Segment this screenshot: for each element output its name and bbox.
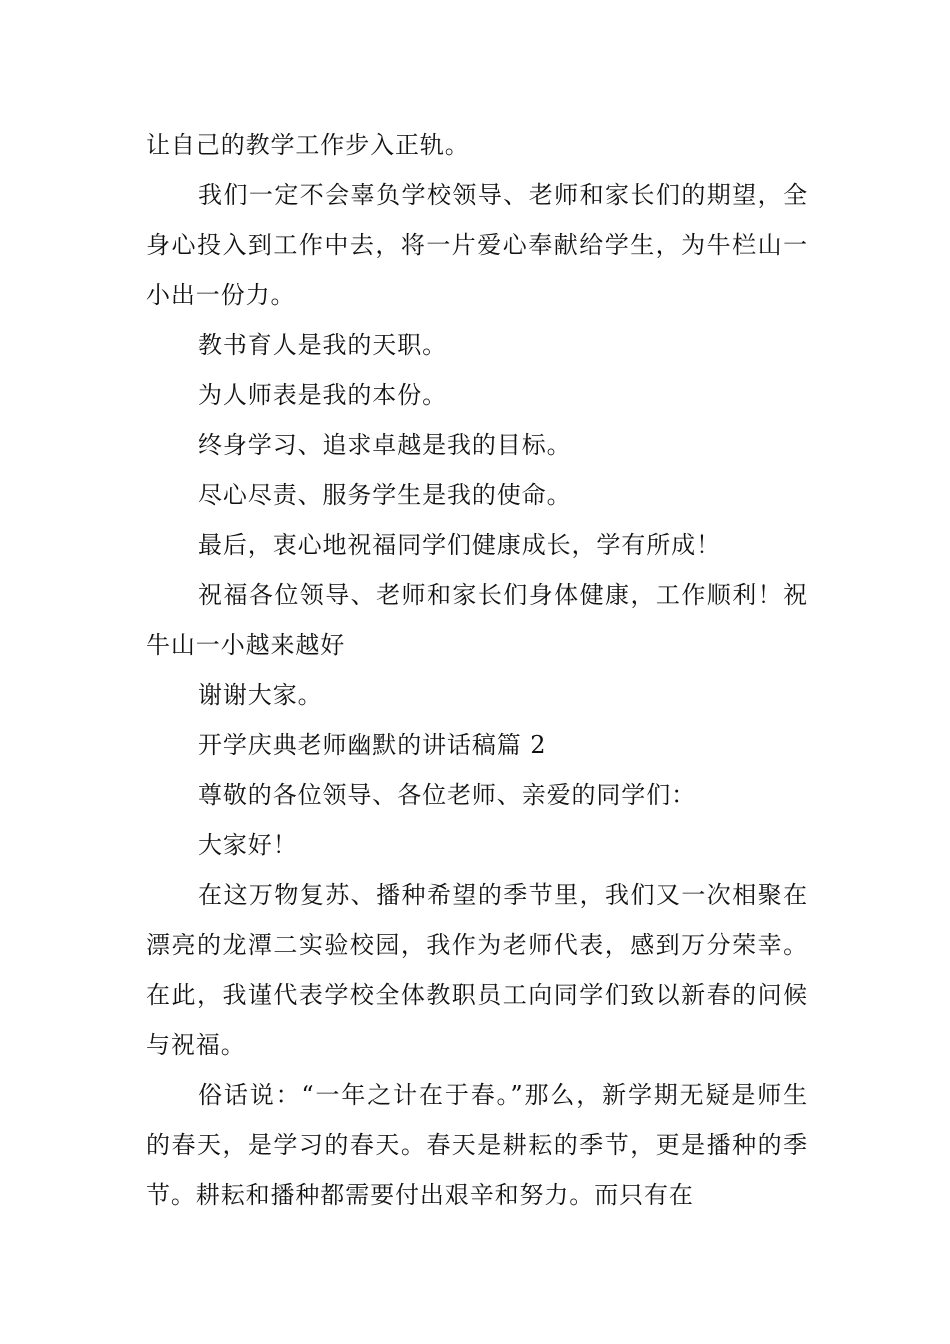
paragraph-3: 教书育人是我的天职。 [198,331,447,359]
paragraph-7: 最后，衷心地祝福同学们健康成长，学有所成！ [198,531,721,559]
paragraph-1: 让自己的教学工作步入正轨。 [146,131,470,159]
greeting: 大家好！ [198,831,298,859]
paragraph-9: 谢谢大家。 [198,681,323,709]
section-heading: 开学庆典老师幽默的讲话稿篇 2 [198,731,547,759]
paragraph-6: 尽心尽责、服务学生是我的使命。 [198,481,572,509]
document-body [146,120,808,1220]
paragraph-2: 我们一定不会辜负学校领导、老师和家长们的期望，全身心投入到工作中去，将一片爱心奉献给学生，为牛栏山一小出一份力。 [146,181,808,309]
salutation: 尊敬的各位领导、各位老师、亲爱的同学们： [198,781,696,809]
paragraph-14: 俗话说：“一年之计在于春。”那么，新学期无疑是师生的春天，是学习的春天。春天是耕耘的季节，更是播种的季节。耕耘和播种都需要付出艰辛和努力。而只有在 [146,1081,808,1209]
paragraph-13: 在这万物复苏、播种希望的季节里，我们又一次相聚在漂亮的龙潭二实验校园，我作为老师代表，感到万分荣幸。在此，我谨代表学校全体教职员工向同学们致以新春的问候与祝福。 [146,881,808,1059]
paragraph-4: 为人师表是我的本份。 [198,381,447,409]
paragraph-8: 祝福各位领导、老师和家长们身体健康，工作顺利！祝牛山一小越来越好 [146,581,808,659]
paragraph-5: 终身学习、追求卓越是我的目标。 [198,431,572,459]
